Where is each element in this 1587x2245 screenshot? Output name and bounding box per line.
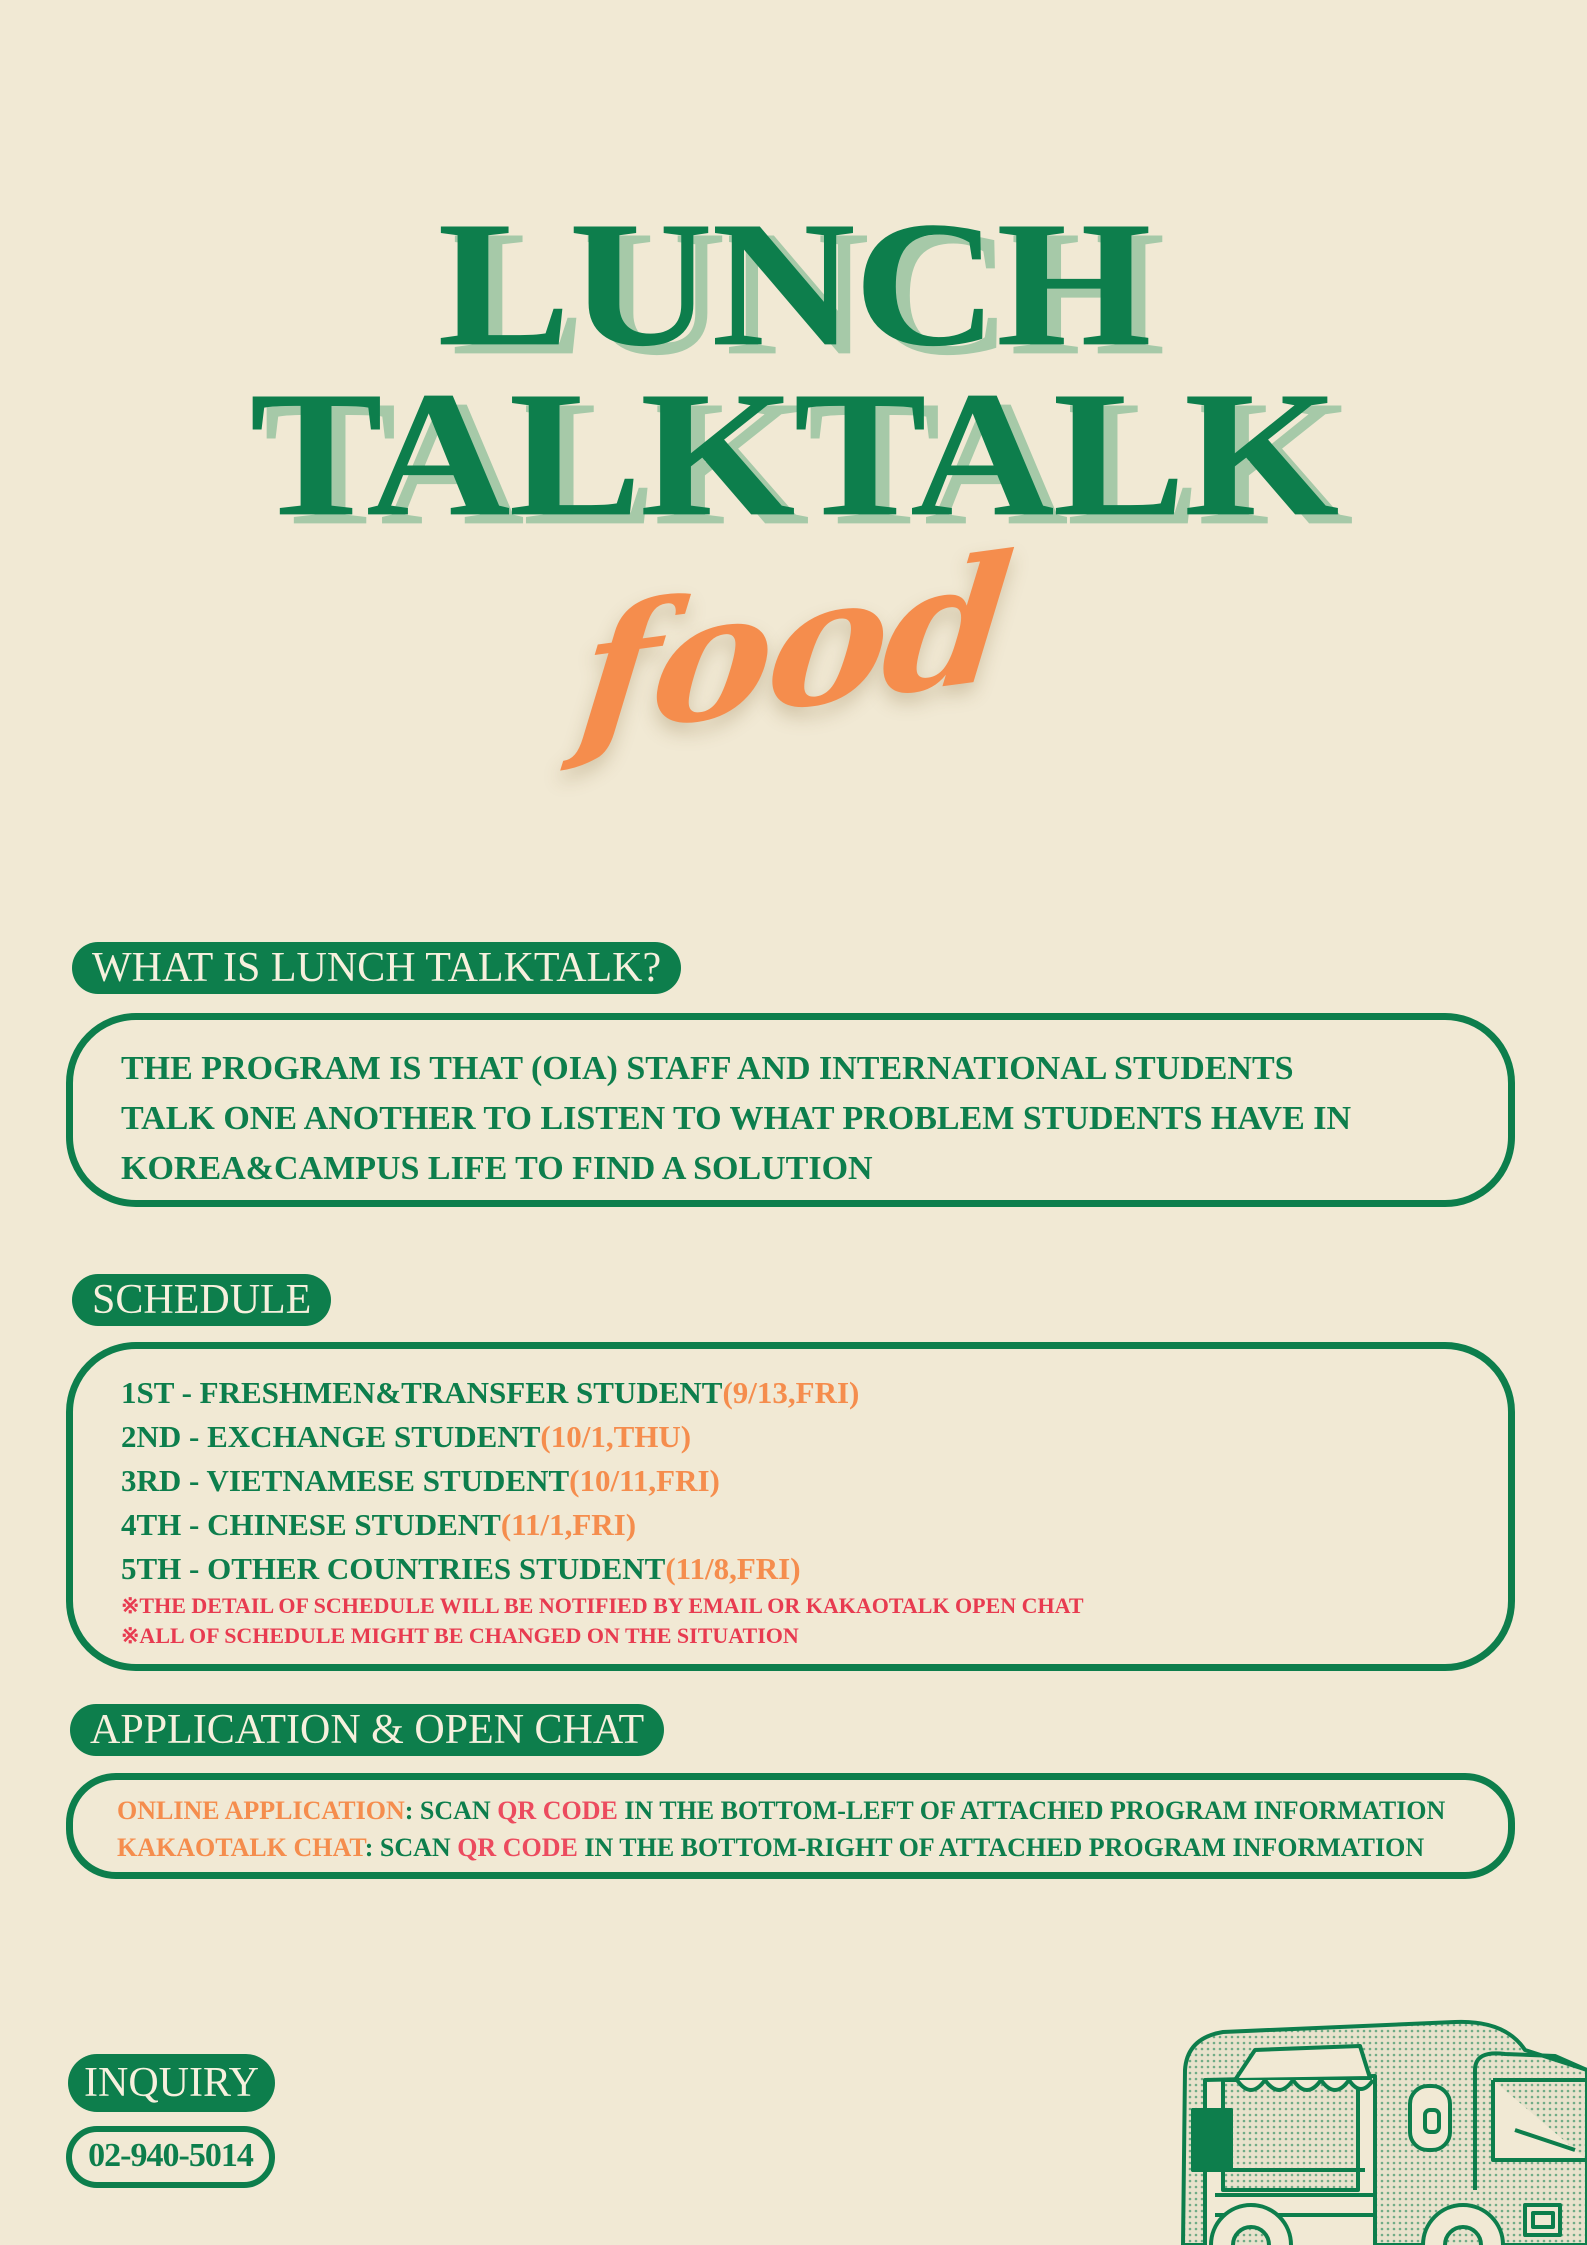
about-line: TALK ONE ANOTHER TO LISTEN TO WHAT PROBLEM STUDENTS HAVE IN — [121, 1100, 1352, 1137]
about-line: KOREA&CAMPUS LIFE TO FIND A SOLUTION — [121, 1150, 873, 1187]
schedule-note: ※ALL OF SCHEDULE MIGHT BE CHANGED ON THE SITUATION — [121, 1623, 799, 1648]
schedule-item: 2ND - EXCHANGE STUDENT(10/1,THU) — [121, 1419, 692, 1454]
about-line: THE PROGRAM IS THAT (OIA) STAFF AND INTERNATIONAL STUDENTS — [121, 1050, 1294, 1087]
application-heading: APPLICATION & OPEN CHAT — [70, 1704, 664, 1756]
schedule-item: 4TH - CHINESE STUDENT(11/1,FRI) — [121, 1507, 637, 1542]
subtitle-food: food — [569, 517, 1018, 778]
inquiry-heading: INQUIRY — [68, 2054, 275, 2112]
food-truck-illustration — [1175, 2010, 1587, 2245]
schedule-item: 1ST - FRESHMEN&TRANSFER STUDENT(9/13,FRI) — [121, 1375, 860, 1410]
schedule-item: 3RD - VIETNAMESE STUDENT(10/11,FRI) — [121, 1463, 720, 1498]
title-line-1: LUNCH — [437, 185, 1150, 384]
schedule-item: 5TH - OTHER COUNTRIES STUDENT(11/8,FRI) — [121, 1551, 801, 1586]
schedule-date: (11/8,FRI) — [665, 1551, 801, 1586]
application-row: KAKAOTALK CHAT: SCAN QR CODE IN THE BOTTOM-RIGHT OF ATTACHED PROGRAM INFORMATION — [117, 1833, 1425, 1862]
schedule-note: ※THE DETAIL OF SCHEDULE WILL BE NOTIFIED BY EMAIL OR KAKAOTALK OPEN CHAT — [121, 1593, 1084, 1618]
schedule-date: (11/1,FRI) — [500, 1507, 637, 1542]
about-box — [66, 1013, 1515, 1207]
schedule-date: (10/11,FRI) — [569, 1463, 720, 1498]
about-heading: WHAT IS LUNCH TALKTALK? — [72, 942, 681, 994]
application-box — [66, 1773, 1515, 1879]
title-line-2: TALKTALK — [249, 355, 1338, 554]
schedule-box — [66, 1342, 1515, 1671]
inquiry-phone: 02-940-5014 — [66, 2126, 275, 2188]
schedule-date: (10/1,THU) — [540, 1419, 692, 1454]
schedule-date: (9/13,FRI) — [722, 1375, 860, 1410]
schedule-heading: SCHEDULE — [72, 1274, 331, 1326]
application-row: ONLINE APPLICATION: SCAN QR CODE IN THE BOTTOM-LEFT OF ATTACHED PROGRAM INFORMATION — [117, 1796, 1446, 1825]
